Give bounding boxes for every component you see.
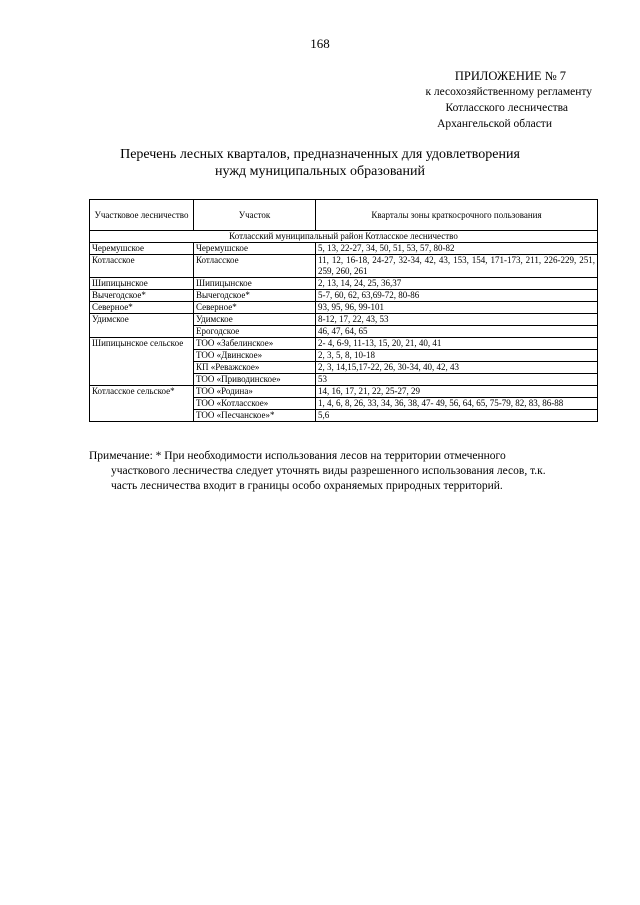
- quarters-cell: 2- 4, 6-9, 11-13, 15, 20, 21, 40, 41: [316, 338, 598, 350]
- district-cell: Шипицынское: [90, 278, 194, 290]
- quarters-cell: 5,6: [316, 410, 598, 422]
- section-cell: ТОО «Приводинское»: [194, 374, 316, 386]
- district-cell: Черемушское: [90, 243, 194, 255]
- appendix-title: ПРИЛОЖЕНИЕ № 7: [454, 69, 566, 83]
- table-row: [90, 243, 598, 255]
- table-row: [90, 338, 598, 350]
- district-cell: Шипицынское сельское: [90, 338, 194, 386]
- header-section: Участок: [194, 200, 316, 231]
- section-cell: Котласское: [194, 255, 316, 278]
- header-district: Участковое лесничество: [90, 200, 194, 231]
- forest-quarters-table: [89, 199, 598, 422]
- note-line-2: участкового лесничества следует уточнять виды разрешенного использования лесов, т.к.: [111, 465, 546, 477]
- quarters-cell: 93, 95, 96, 99-101: [316, 302, 598, 314]
- table-row: [90, 278, 598, 290]
- section-cell: Черемушское: [194, 243, 316, 255]
- table-row: [90, 302, 598, 314]
- page-number: 168: [310, 36, 330, 51]
- district-cell: Удимское: [90, 314, 194, 338]
- quarters-cell: 8-12, 17, 22, 43, 53: [316, 314, 598, 326]
- section-cell: КП «Реважское»: [194, 362, 316, 374]
- quarters-cell: 2, 3, 14,15,17-22, 26, 30-34, 40, 42, 43: [316, 362, 598, 374]
- district-cell: Северное*: [90, 302, 194, 314]
- table-header-row: [90, 200, 598, 231]
- quarters-cell: 53: [316, 374, 598, 386]
- section-cell: ТОО «Двинское»: [194, 350, 316, 362]
- district-cell: Котласское сельское*: [90, 386, 194, 422]
- document-title: [0, 146, 640, 180]
- quarters-cell: 11, 12, 16-18, 24-27, 32-34, 42, 43, 153, 154, 171-173, 211, 226-229, 251, 259, 260, 261: [316, 255, 598, 278]
- section-cell: ТОО «Котласское»: [194, 398, 316, 410]
- quarters-cell: 5, 13, 22-27, 34, 50, 51, 53, 57, 80-82: [316, 243, 598, 255]
- title-line-1: Перечень лесных кварталов, предназначенных для удовлетворения: [120, 147, 520, 162]
- quarters-cell: 1, 4, 6, 8, 26, 33, 34, 36, 38, 47- 49, 56, 64, 65, 75-79, 82, 83, 86-88: [316, 398, 598, 410]
- table-row: [90, 386, 598, 398]
- title-line-2: нужд муниципальных образований: [215, 164, 425, 179]
- section-cell: ТОО «Забелинское»: [194, 338, 316, 350]
- district-cell: Вычегодское*: [90, 290, 194, 302]
- section-cell: ТОО «Песчанское»*: [194, 410, 316, 422]
- footnote: [89, 449, 598, 494]
- quarters-cell: 46, 47, 64, 65: [316, 326, 598, 338]
- appendix-line-1: к лесохозяйственному регламенту: [425, 86, 592, 98]
- note-line-3: часть лесничества входит в границы особо охраняемых природных территорий.: [111, 480, 503, 492]
- appendix-line-2: Котласского лесничества: [445, 102, 568, 114]
- quarters-cell: 2, 3, 5, 8, 10-18: [316, 350, 598, 362]
- section-cell: Удимское: [194, 314, 316, 326]
- section-cell: Шипицынское: [194, 278, 316, 290]
- note-line-1: Примечание: * При необходимости использования лесов на территории отмеченного: [89, 450, 506, 462]
- region-cell: Котласский муниципальный район Котласское лесничество: [90, 231, 598, 243]
- table-row: [90, 314, 598, 326]
- quarters-cell: 14, 16, 17, 21, 22, 25-27, 29: [316, 386, 598, 398]
- header-quarters: Кварталы зоны краткосрочного пользования: [316, 200, 598, 231]
- section-cell: ТОО «Родина»: [194, 386, 316, 398]
- appendix-header: [425, 68, 592, 132]
- table-row: [90, 290, 598, 302]
- district-cell: Котласское: [90, 255, 194, 278]
- table-row: [90, 255, 598, 278]
- appendix-line-3: Архангельской области: [437, 118, 552, 130]
- section-cell: Северное*: [194, 302, 316, 314]
- section-cell: Ерогодское: [194, 326, 316, 338]
- quarters-cell: 2, 13, 14, 24, 25, 36,37: [316, 278, 598, 290]
- quarters-cell: 5-7, 60, 62, 63,69-72, 80-86: [316, 290, 598, 302]
- region-row: [90, 231, 598, 243]
- section-cell: Вычегодское*: [194, 290, 316, 302]
